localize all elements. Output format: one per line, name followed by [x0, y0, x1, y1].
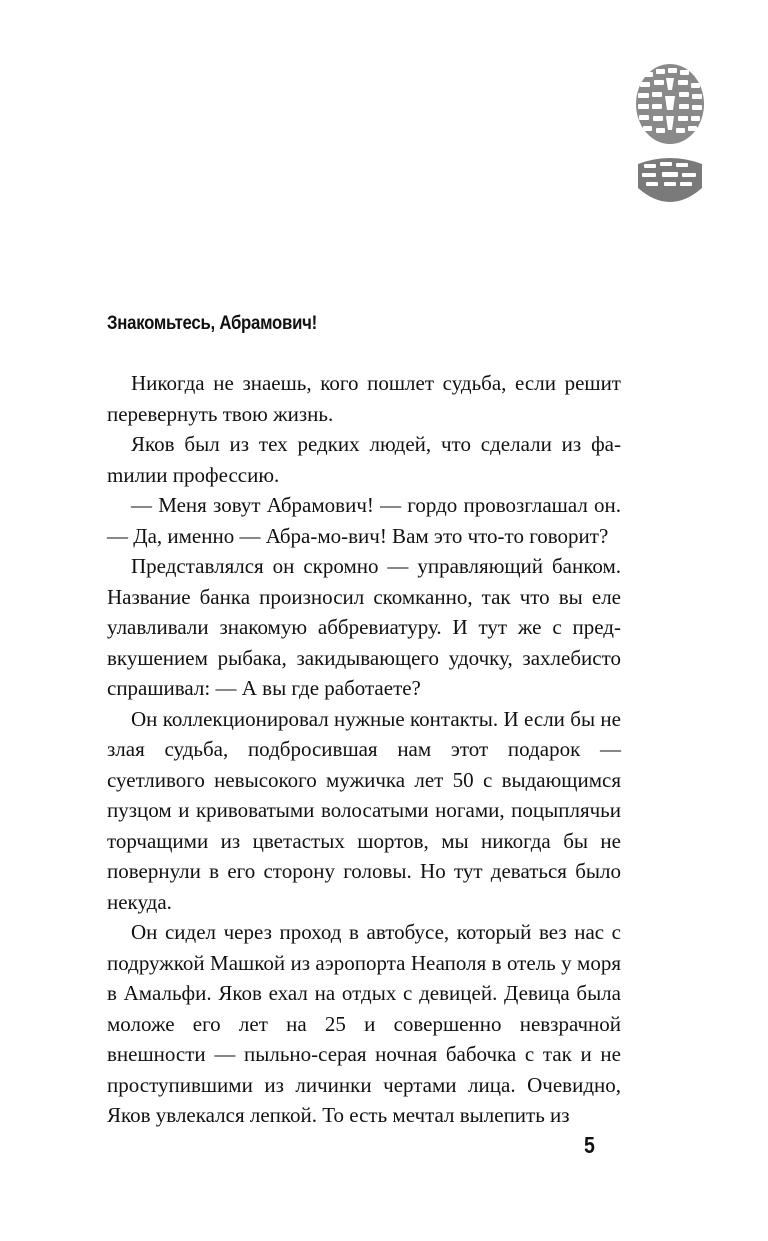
paragraph: Яков был из тех редких людей, что сделали из фаmилии профессию. [107, 432, 621, 487]
paragraph: Никогда не знаешь, кого пошлет судьба, если решит перевернуть твою жизнь. [107, 371, 621, 426]
body-text [107, 368, 621, 1131]
paragraph: Представлялся он скромно — управляющий банком. Название банка произносил скомканно, так что вы еле улавливали знакомую аббревиатуру. И тут же с предвкушением рыбака, закидывающего удочку, захлебисто спрашивал: — А вы где работаете? [107, 554, 621, 700]
page-number: 5 [584, 1132, 595, 1158]
boot-heel-tread [642, 162, 696, 186]
paragraph: — Меня зовут Абрамович! — гордо провозглашал он. — Да, именно — Абра-мо-вич! Вам это что-то говорит? [107, 493, 621, 548]
boot-print-icon [630, 60, 710, 212]
paragraph: Он сидел через проход в автобусе, который вез нас с подружкой Машкой из аэропорта Неаполя в отель у моря в Амальфи. Яков ехал на отдых с девицей. Девица была моложе его лет на 25 и совершенно невзрачной внешности — пыльно-серая ночная бабочка с так и не проступившими из личинки чертами лица. Очевидно, Яков увлекался лепкой. То есть мечтал вылепить из [107, 920, 621, 1127]
paragraph: Он коллекционировал нужные контакты. И если бы не злая судьба, подбросившая нам этот подарок — суетливого невысокого мужичка лет 50 с выдающимся пузцом и кривоватыми волосатыми ногами, поцыплячьи торчащими из цветастых шортов, мы никогда бы не повернули в его сторону головы. Но тут деваться было некуда. [107, 706, 621, 914]
chapter-title: Знакомьтесь, Абрамович! [107, 312, 317, 334]
